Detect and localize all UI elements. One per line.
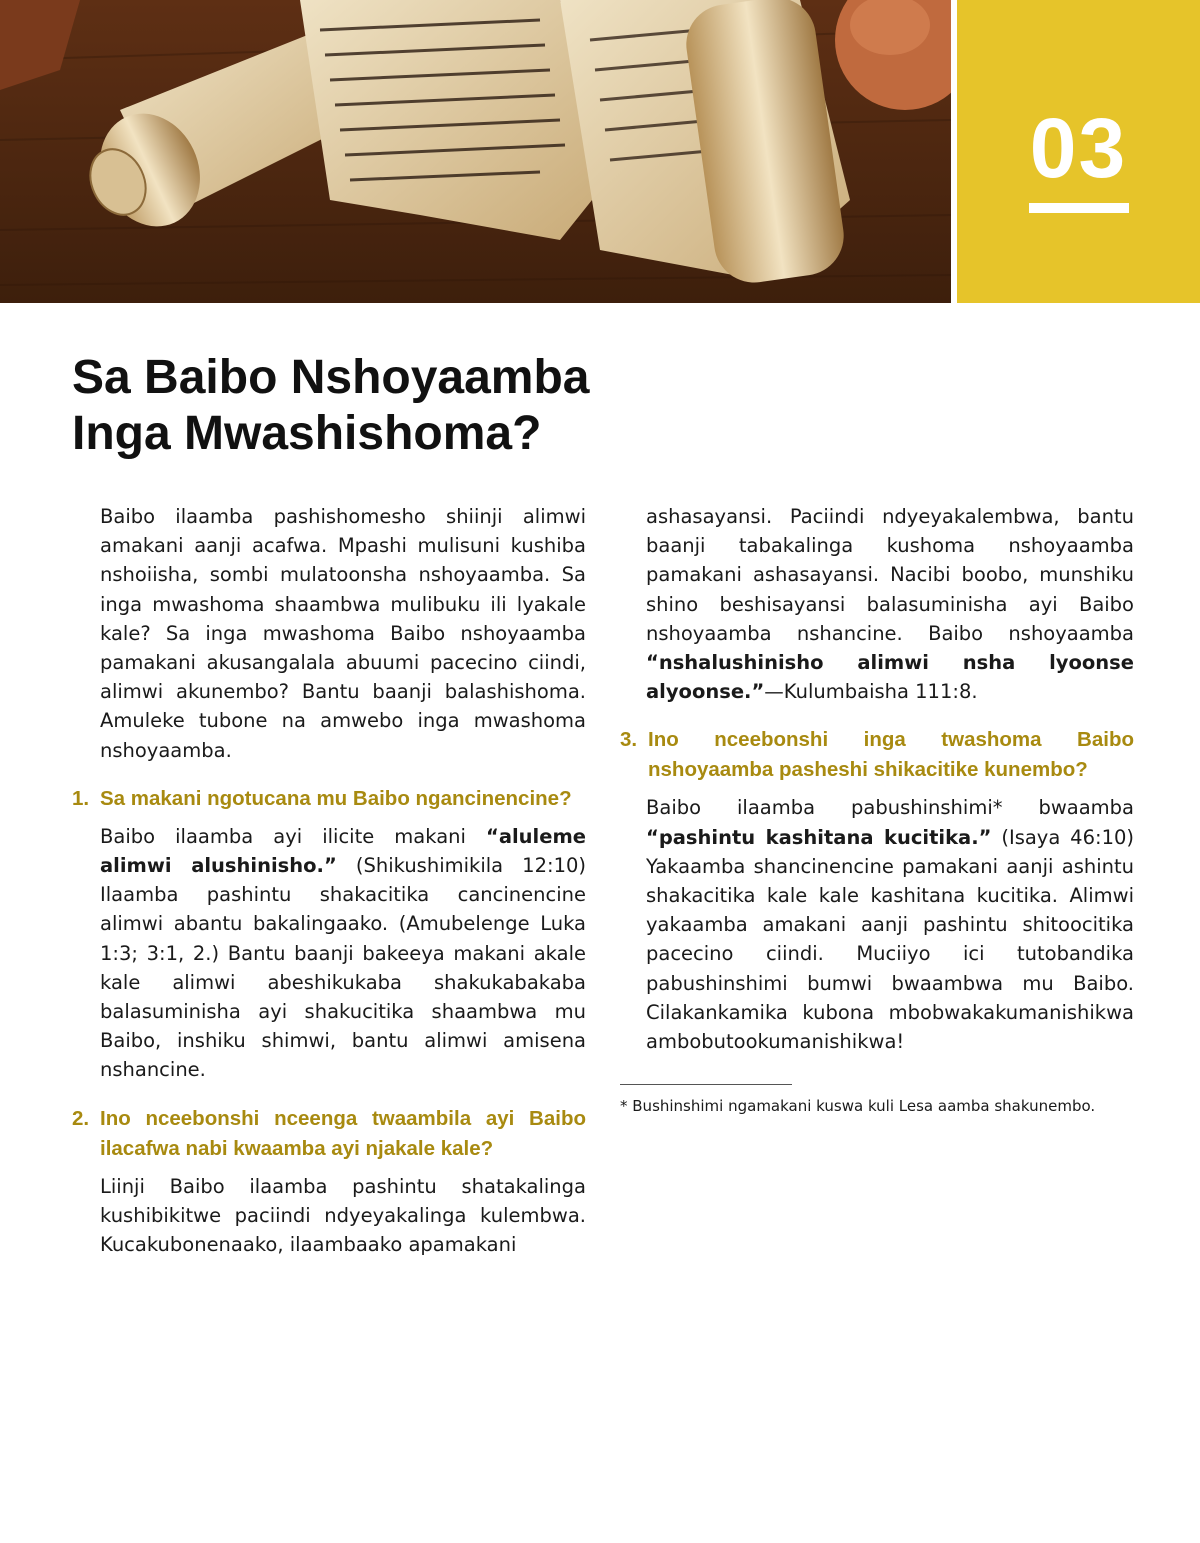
question-1 (72, 784, 586, 814)
question-number: 2. (72, 1106, 90, 1130)
question-number: 1. (72, 786, 90, 810)
answer-text: Baibo ilaamba pabushinshimi* bwaamba (646, 796, 1134, 820)
footnote: * Bushinshimi ngamakani kuswa kuli Lesa aamba shakunembo. (620, 1097, 1096, 1116)
answer-2: Liinji Baibo ilaamba pashintu shatakalinga kushibikitwe paciindi ndyeyakalinga kulembwa. Kucakubonenaako, ilaambaako apamakani (100, 1174, 586, 1257)
question-3 (620, 725, 1134, 785)
answer-text: (Shikushimikila 12:10) Ilaamba pashintu shakacitika cancinencine alimwi abantu bakalingaako. (Amubelenge Luka 1:3; 3:1, 2.) Bantu baanji bakeeya makani akale kale alimwi abeshikukaba shakukabakaba balasuminisha ayi shakucitika shaambwa mu Baibo, inshiku shimwi, bantu alimwi amisena nshancine. (100, 854, 586, 1082)
answer-3 (620, 793, 1134, 1056)
footnote-divider (620, 1084, 792, 1085)
answer-quote: “nshalushinisho alimwi nsha lyoonse alyoonse.” (646, 651, 1134, 704)
answer-text: (Isaya 46:10) Yakaamba shancinencine pamakani aanji ashintu shakacitika kale kale kashitana kucitika. Alimwi yakaamba amakani aanji pashintu shitoocitika pacecino ciindi. Muciiyo ici tutobandika pabushinshimi bumwi bwaambwa mu Baibo. Cilakankamika kubona mbobwakakumanishikwa ambobutookumanishikwa! (646, 825, 1134, 1054)
answer-text: ashasayansi. Paciindi ndyeyakalembwa, bantu baanji tabakalinga kushoma nshoyaamba pamakani ashasayansi. Nacibi boobo, munshiku shino beshisayansi balasuminisha ayi Baibo nshoyaamba nshancine. Baibo nshoyaamba (646, 505, 1134, 645)
intro-paragraph: Baibo ilaamba pashishomesho shiinji alimwi amakani aanji acafwa. Mpashi mulisuni kushiba nshoiisha, sombi mulatoonsha nshoyaamba. Sa inga mwashoma shaambwa mulibuku ili lyakale kale? Sa inga mwashoma Baibo nshoyaamba pamakani akusangalala abuumi pacecino ciindi, alimwi akunembo? Bantu baanji balashishoma. Amuleke tubone na amwebo inga mwashoma nshoyaamba. (100, 505, 586, 762)
page-title-line-1: Sa Baibo Nshoyaamba (72, 351, 590, 404)
answer-2-continued (620, 502, 1134, 706)
answer-quote: “aluleme alimwi alushinisho.” (100, 824, 586, 878)
answer-1 (72, 822, 586, 1085)
lesson-number: 03 (1029, 101, 1128, 195)
page-title-line-2: Inga Mwashishoma? (72, 407, 542, 460)
lesson-number-underline (1029, 203, 1129, 213)
right-column (620, 502, 1134, 1117)
scrolls-illustration (0, 0, 951, 303)
answer-text: Baibo ilaamba ayi ilicite makani (100, 824, 486, 848)
hero-image-scrolls (0, 0, 951, 303)
left-column (72, 502, 586, 1259)
question-text: Ino nceebonshi nceenga twaambila ayi Baibo ilacafwa nabi kwaamba ayi njakale kale? (100, 1106, 586, 1160)
question-2 (72, 1104, 586, 1164)
question-text: Ino nceebonshi inga twashoma Baibo nshoyaamba pasheshi shikacitike kunembo? (648, 728, 1134, 782)
answer-citation: —Kulumbaisha 111:8. (764, 680, 978, 704)
question-text: Sa makani ngotucana mu Baibo ngancinencine? (100, 786, 572, 810)
question-number: 3. (620, 728, 638, 752)
answer-quote: “pashintu kashitana kucitika.” (646, 825, 992, 849)
page-title (72, 350, 692, 462)
